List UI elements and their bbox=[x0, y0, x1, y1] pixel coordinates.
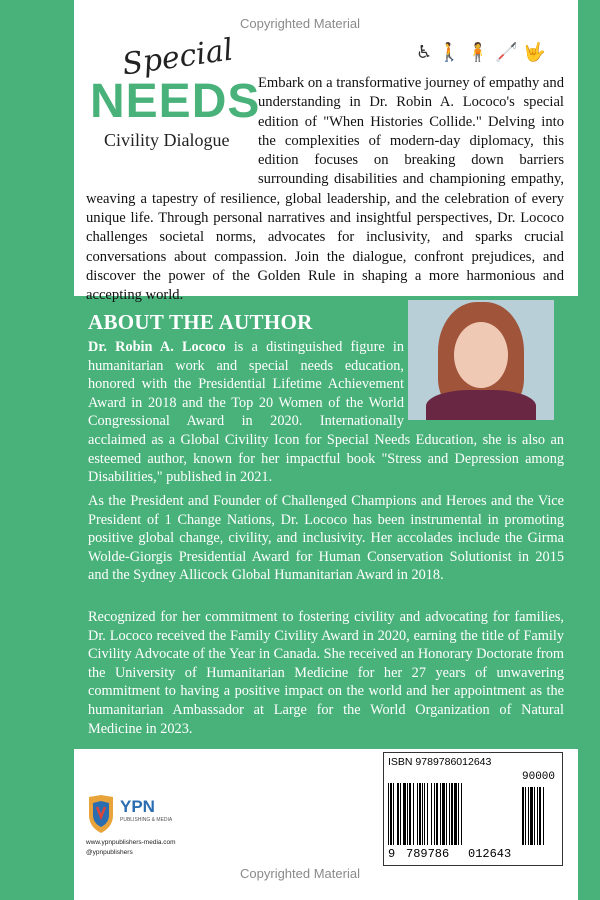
ean-right-digits: 012643 bbox=[468, 847, 512, 861]
logo-title-text: NEEDS bbox=[90, 75, 261, 128]
bio-paragraph-1 bbox=[88, 338, 564, 487]
isbn-barcode bbox=[383, 752, 563, 866]
about-author-heading: ABOUT THE AUTHOR bbox=[88, 310, 313, 334]
author-name: Dr. Robin A. Lococo bbox=[88, 339, 226, 355]
ean-first-digit: 9 bbox=[388, 847, 396, 861]
publisher-social: @ypnpublishers bbox=[86, 849, 133, 856]
accessibility-icons bbox=[416, 42, 546, 68]
wheelchair-icon: ♿ bbox=[416, 42, 433, 63]
bio-paragraph-2: As the President and Founder of Challenged Champions and Heroes and the Vice President of 1 Change Nations, Dr. Lococo has been instrumental in promoting positive global change, civility, and inclusivity. Her accolades include the Girma Wolde-Giorgis Presidential Award for Human Conservation Solutionist in 2015 and the Sydney Allicock Global Humanitarian Award in 2018. bbox=[88, 493, 564, 584]
watermark-bottom: Copyrighted Material bbox=[240, 866, 360, 881]
ean-barcode-bars bbox=[388, 783, 556, 845]
cane-icon: 🧍 bbox=[466, 42, 489, 63]
left-green-border bbox=[0, 0, 74, 900]
right-green-border bbox=[578, 0, 600, 900]
person-icon: 🚶 bbox=[438, 42, 461, 63]
watermark-top: Copyrighted Material bbox=[240, 16, 360, 31]
publisher-name: YPN bbox=[120, 797, 155, 816]
logo-script-text: Special bbox=[120, 32, 236, 83]
isbn-label: ISBN 9789786012643 bbox=[388, 756, 492, 768]
publisher-website: www.ypnpublishers-media.com bbox=[86, 839, 176, 846]
blurb-text: Embark on a transformative journey of empathy and understanding in Dr. Robin A. Lococo's special edition of "When Histories Collide." Delving into the complexities of modern-day diplomacy, this edition focuses on breaking down barriers surrounding disabilities and championing empathy, weaving a tapestry of resilience, global leadership, and the celebration of every unique life. Through personal narratives and insightful perspectives, Dr. Lococo challenges societal norms, advocates for inclusivity, and sparks crucial conversations about compassion. Join the dialogue, confront prejudices, and discover the power of the Golden Rule in shaping a more harmonious and accepting world. bbox=[86, 75, 564, 304]
bio-paragraph-3: Recognized for her commitment to fostering civility and advocating for families, Dr. Lococo received the Family Civility Award in 2020, earning the title of Family Civility Advocate of the Year in Canada. She received an Honorary Doctorate from the University of Humanitarian Medicine for her 27 years of unwavering commitment to having a positive impact on the world and her appointment as the humanitarian Ambassador at Large for the World Organization of Natural Medicine in 2023. bbox=[88, 609, 564, 737]
price-code: 90000 bbox=[522, 771, 556, 783]
publisher-tagline: PUBLISHING & MEDIA bbox=[120, 817, 173, 823]
bio-paragraph-1-text: is a distinguished figure in humanitarian work and special needs education, honored with the Presidential Lifetime Achievement Award in 2018 and the Top 20 Women of the World Congressional Award in 2020. Internationally acclaimed as a Global Civility Icon for Special Needs Education, she is also an esteemed author, known for her impactful book "Stress and Depression among Disabilities," published in 2021. bbox=[88, 339, 564, 486]
ean-left-digits: 789786 bbox=[406, 847, 450, 861]
publisher-logo bbox=[86, 795, 206, 855]
blind-walker-icon: 🦯 bbox=[494, 42, 518, 63]
book-blurb bbox=[86, 74, 564, 306]
sign-language-icon: 🤟 bbox=[523, 42, 546, 63]
publisher-shield-icon bbox=[88, 795, 114, 833]
logo-subtitle-text: Civility Dialogue bbox=[104, 130, 230, 150]
